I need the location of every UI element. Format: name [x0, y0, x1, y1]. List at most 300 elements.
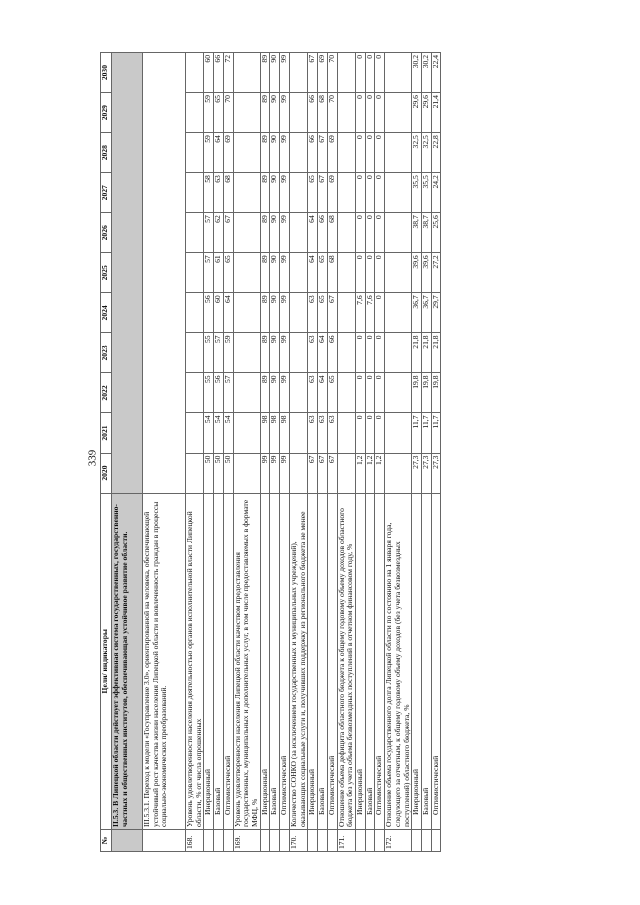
shaded-cell: [112, 53, 143, 494]
value-cell: 90: [270, 253, 280, 293]
value-cell: 90: [270, 173, 280, 213]
value-cell: 56: [214, 373, 224, 413]
value-cell: 22,4: [431, 53, 441, 93]
value-cell: 0: [365, 213, 375, 253]
scenario-label: Оптимистический: [223, 493, 233, 829]
value-cell: 0: [355, 53, 365, 93]
value-cell: 0: [375, 213, 385, 253]
value-cell: 89: [260, 53, 270, 93]
variant-row: [308, 53, 318, 852]
value-cell: 63: [327, 413, 337, 453]
indicator-row: [289, 53, 307, 852]
value-cell: 90: [270, 373, 280, 413]
value-cell: 29,7: [431, 293, 441, 333]
value-cell: [289, 453, 307, 493]
value-cell: 0: [375, 413, 385, 453]
scenario-label: Оптимистический: [280, 493, 290, 829]
value-cell: 99: [280, 133, 290, 173]
value-cell: 63: [308, 413, 318, 453]
header-year: 2026: [101, 213, 112, 253]
value-cell: 63: [214, 173, 224, 213]
value-cell: 29,6: [412, 93, 422, 133]
row-number: [431, 829, 441, 851]
value-cell: [289, 173, 307, 213]
value-cell: 89: [260, 293, 270, 333]
value-cell: 89: [260, 373, 270, 413]
value-cell: 55: [204, 373, 214, 413]
value-cell: 58: [204, 173, 214, 213]
header-year: 2022: [101, 373, 112, 413]
row-number: [421, 829, 431, 851]
variant-row: [260, 53, 270, 852]
row-number: [318, 829, 328, 851]
value-cell: 65: [223, 253, 233, 293]
scenario-label: Базовый: [270, 493, 280, 829]
value-cell: 54: [223, 413, 233, 453]
value-cell: 63: [308, 333, 318, 373]
value-cell: 99: [280, 293, 290, 333]
value-cell: 89: [260, 173, 270, 213]
row-number: [204, 829, 214, 851]
value-cell: 66: [308, 133, 318, 173]
value-cell: [337, 133, 355, 173]
value-cell: [233, 293, 260, 333]
value-cell: 35,5: [412, 173, 422, 213]
value-cell: 68: [327, 253, 337, 293]
value-cell: [186, 253, 204, 293]
value-cell: 67: [327, 453, 337, 493]
value-cell: 57: [204, 213, 214, 253]
value-cell: 0: [355, 133, 365, 173]
value-cell: 0: [365, 53, 375, 93]
value-cell: [289, 373, 307, 413]
value-cell: 65: [318, 253, 328, 293]
value-cell: [186, 93, 204, 133]
value-cell: 70: [327, 93, 337, 133]
value-cell: 66: [214, 53, 224, 93]
value-cell: 99: [280, 53, 290, 93]
row-number: [260, 829, 270, 851]
value-cell: 0: [375, 133, 385, 173]
row-number: 170.: [289, 829, 307, 851]
value-cell: 35,5: [421, 173, 431, 213]
row-number: [355, 829, 365, 851]
value-cell: 65: [308, 173, 318, 213]
value-cell: 7,6: [355, 293, 365, 333]
value-cell: 50: [223, 453, 233, 493]
value-cell: [233, 373, 260, 413]
value-cell: [337, 53, 355, 93]
value-cell: 38,7: [421, 213, 431, 253]
value-cell: [385, 173, 412, 213]
scenario-label: Инерционный: [355, 493, 365, 829]
value-cell: 30,2: [412, 53, 422, 93]
row-number: 169.: [233, 829, 260, 851]
value-cell: [337, 333, 355, 373]
value-cell: 27,3: [421, 453, 431, 493]
value-cell: 25,6: [431, 213, 441, 253]
value-cell: 0: [355, 213, 365, 253]
value-cell: [233, 213, 260, 253]
value-cell: 89: [260, 93, 270, 133]
value-cell: 67: [308, 453, 318, 493]
value-cell: [186, 213, 204, 253]
value-cell: 59: [204, 93, 214, 133]
scenario-label: Базовый: [365, 493, 375, 829]
value-cell: 69: [327, 173, 337, 213]
value-cell: [337, 253, 355, 293]
value-cell: 0: [375, 253, 385, 293]
value-cell: 57: [223, 373, 233, 413]
scenario-label: Оптимистический: [327, 493, 337, 829]
value-cell: 19,8: [412, 373, 422, 413]
value-cell: 7,6: [365, 293, 375, 333]
value-cell: [186, 293, 204, 333]
row-number: 168.: [186, 829, 204, 851]
value-cell: 57: [214, 333, 224, 373]
value-cell: 0: [375, 333, 385, 373]
value-cell: 89: [260, 213, 270, 253]
value-cell: 50: [214, 453, 224, 493]
value-cell: 0: [375, 93, 385, 133]
row-title: Отношение объема государственного долга Липецкой области по состоянию на 1 января года, следующего за отчетным, к общему годовому объему доходов (без учета безвозмездных поступлений) областного бюджета, %: [385, 493, 412, 829]
header-year: 2029: [101, 93, 112, 133]
value-cell: 0: [375, 173, 385, 213]
scenario-label: Оптимистический: [375, 493, 385, 829]
value-cell: [186, 133, 204, 173]
value-cell: 68: [327, 213, 337, 253]
value-cell: 0: [375, 293, 385, 333]
header-year: 2028: [101, 133, 112, 173]
variant-row: [421, 53, 431, 852]
value-cell: [289, 293, 307, 333]
value-cell: 39,6: [421, 253, 431, 293]
row-number: 172.: [385, 829, 412, 851]
value-cell: 90: [270, 293, 280, 333]
value-cell: 98: [280, 413, 290, 453]
value-cell: [289, 253, 307, 293]
value-cell: 99: [280, 253, 290, 293]
value-cell: [385, 93, 412, 133]
value-cell: [186, 53, 204, 93]
value-cell: [233, 253, 260, 293]
value-cell: 89: [260, 133, 270, 173]
value-cell: 67: [327, 293, 337, 333]
shaded-cell: [143, 53, 186, 494]
value-cell: 63: [308, 293, 318, 333]
value-cell: 66: [308, 93, 318, 133]
value-cell: 0: [365, 413, 375, 453]
value-cell: 99: [260, 453, 270, 493]
scenario-label: Инерционный: [204, 493, 214, 829]
scenario-label: Оптимистический: [431, 493, 441, 829]
value-cell: 90: [270, 93, 280, 133]
value-cell: 27,2: [431, 253, 441, 293]
row-number: [280, 829, 290, 851]
value-cell: 0: [355, 373, 365, 413]
row-number: 171.: [337, 829, 355, 851]
value-cell: 99: [270, 453, 280, 493]
header-year: 2024: [101, 293, 112, 333]
indicator-row: [233, 53, 260, 852]
value-cell: 0: [355, 253, 365, 293]
value-cell: 19,8: [421, 373, 431, 413]
value-cell: 66: [318, 213, 328, 253]
value-cell: 99: [280, 453, 290, 493]
value-cell: 21,8: [412, 333, 422, 373]
row-number: [365, 829, 375, 851]
value-cell: 64: [318, 373, 328, 413]
value-cell: 99: [280, 373, 290, 413]
value-cell: 98: [260, 413, 270, 453]
value-cell: [385, 253, 412, 293]
value-cell: 99: [280, 213, 290, 253]
value-cell: [385, 213, 412, 253]
value-cell: 38,7: [412, 213, 422, 253]
value-cell: [233, 53, 260, 93]
scenario-label: Инерционный: [260, 493, 270, 829]
value-cell: [289, 93, 307, 133]
scenario-label: Инерционный: [308, 493, 318, 829]
value-cell: [289, 53, 307, 93]
row-number: [270, 829, 280, 851]
value-cell: 0: [355, 413, 365, 453]
value-cell: [233, 173, 260, 213]
row-number: [412, 829, 422, 851]
value-cell: 0: [375, 373, 385, 413]
value-cell: 98: [270, 413, 280, 453]
rotated-table-container: [100, 52, 525, 852]
value-cell: [289, 213, 307, 253]
value-cell: 63: [318, 413, 328, 453]
table-body: [112, 53, 441, 852]
variant-row: [204, 53, 214, 852]
variant-row: [280, 53, 290, 852]
value-cell: 0: [365, 373, 375, 413]
value-cell: 0: [365, 133, 375, 173]
value-cell: 64: [223, 293, 233, 333]
value-cell: 67: [318, 453, 328, 493]
value-cell: 1,2: [375, 453, 385, 493]
indicator-row: [337, 53, 355, 852]
value-cell: 69: [223, 133, 233, 173]
value-cell: 30,2: [421, 53, 431, 93]
value-cell: 0: [355, 173, 365, 213]
value-cell: 50: [204, 453, 214, 493]
value-cell: 90: [270, 133, 280, 173]
value-cell: 1,2: [365, 453, 375, 493]
table-header-row: [101, 53, 112, 852]
value-cell: 21,8: [421, 333, 431, 373]
header-year: 2027: [101, 173, 112, 213]
value-cell: [385, 413, 412, 453]
value-cell: 68: [223, 173, 233, 213]
value-cell: 67: [318, 173, 328, 213]
value-cell: 59: [223, 333, 233, 373]
value-cell: [385, 53, 412, 93]
value-cell: 72: [223, 53, 233, 93]
value-cell: [385, 293, 412, 333]
value-cell: 0: [355, 333, 365, 373]
value-cell: 99: [280, 173, 290, 213]
value-cell: 70: [223, 93, 233, 133]
indicator-row: [186, 53, 204, 852]
header-goals-indicators: Цели/ индикаторы: [101, 493, 112, 829]
header-year: 2020: [101, 453, 112, 493]
value-cell: [337, 413, 355, 453]
value-cell: [233, 413, 260, 453]
value-cell: 32,5: [412, 133, 422, 173]
row-title: Отношение объема дефицита областного бюджета к общему годовому объему доходов областного бюджета без учета объема безвозмездных поступлений в отчетном финансовом году, %: [337, 493, 355, 829]
value-cell: 55: [204, 333, 214, 373]
value-cell: [289, 333, 307, 373]
scenario-label: Базовый: [421, 493, 431, 829]
value-cell: [337, 293, 355, 333]
value-cell: 0: [365, 333, 375, 373]
row-number: [327, 829, 337, 851]
value-cell: [233, 133, 260, 173]
value-cell: 67: [308, 53, 318, 93]
subsection-row: [143, 53, 186, 852]
row-title: Уровень удовлетворенности населения Липецкой области качеством предоставления государственных, муниципальных и дополнительных услуг, в том числе предоставляемых в формате МФЦ, %: [233, 493, 260, 829]
indicator-row: [385, 53, 412, 852]
variant-row: [365, 53, 375, 852]
row-number: [308, 829, 318, 851]
row-number: [214, 829, 224, 851]
variant-row: [223, 53, 233, 852]
value-cell: [186, 333, 204, 373]
value-cell: 99: [280, 333, 290, 373]
value-cell: [337, 93, 355, 133]
header-year: 2023: [101, 333, 112, 373]
value-cell: 65: [214, 93, 224, 133]
value-cell: 65: [327, 373, 337, 413]
value-cell: 99: [280, 93, 290, 133]
value-cell: 64: [308, 213, 318, 253]
value-cell: 0: [355, 93, 365, 133]
value-cell: 24,2: [431, 173, 441, 213]
value-cell: [233, 333, 260, 373]
variant-row: [431, 53, 441, 852]
indicators-table: [100, 52, 441, 852]
value-cell: [186, 413, 204, 453]
row-title: Уровень удовлетворенности населения деятельностью органов исполнительной власти Липецкой области, % от числа опрошенных: [186, 493, 204, 829]
value-cell: 27,3: [431, 453, 441, 493]
value-cell: 90: [270, 333, 280, 373]
value-cell: [337, 213, 355, 253]
row-title: Количество СОНКО (за исключением государственных и муниципальных учреждений), оказывающих социальные услуги и, получивших поддержку из регионального бюджета не менее: [289, 493, 307, 829]
header-year: 2030: [101, 53, 112, 93]
value-cell: 32,5: [421, 133, 431, 173]
value-cell: 0: [365, 93, 375, 133]
value-cell: 64: [214, 133, 224, 173]
value-cell: 11,7: [431, 413, 441, 453]
value-cell: 56: [204, 293, 214, 333]
value-cell: [385, 373, 412, 413]
header-year: 2021: [101, 413, 112, 453]
value-cell: [337, 173, 355, 213]
value-cell: 36,7: [421, 293, 431, 333]
scenario-label: Инерционный: [412, 493, 422, 829]
variant-row: [355, 53, 365, 852]
row-number: [112, 829, 143, 851]
value-cell: [233, 453, 260, 493]
value-cell: 21,8: [431, 333, 441, 373]
value-cell: 54: [204, 413, 214, 453]
section-row: [112, 53, 143, 852]
value-cell: [186, 373, 204, 413]
scenario-label: Базовый: [214, 493, 224, 829]
variant-row: [270, 53, 280, 852]
value-cell: 0: [365, 173, 375, 213]
value-cell: 0: [375, 53, 385, 93]
value-cell: 59: [204, 133, 214, 173]
value-cell: 36,7: [412, 293, 422, 333]
value-cell: [385, 333, 412, 373]
variant-row: [318, 53, 328, 852]
row-number: [143, 829, 186, 851]
value-cell: 67: [223, 213, 233, 253]
value-cell: 19,8: [431, 373, 441, 413]
value-cell: 67: [318, 133, 328, 173]
value-cell: [385, 453, 412, 493]
value-cell: 39,6: [412, 253, 422, 293]
row-title: II.5.3. В Липецкой области действует эффективная система государственных, государственно-частных и общественных институтов, обеспечивающая устойчивое развитие области.: [112, 493, 143, 829]
value-cell: 21,4: [431, 93, 441, 133]
value-cell: 11,7: [421, 413, 431, 453]
value-cell: [186, 173, 204, 213]
value-cell: 60: [204, 53, 214, 93]
value-cell: [289, 133, 307, 173]
value-cell: 68: [318, 93, 328, 133]
value-cell: 70: [327, 53, 337, 93]
value-cell: 57: [204, 253, 214, 293]
value-cell: 0: [365, 253, 375, 293]
value-cell: 69: [318, 53, 328, 93]
value-cell: 64: [308, 253, 318, 293]
value-cell: [233, 93, 260, 133]
value-cell: 62: [214, 213, 224, 253]
header-year: 2025: [101, 253, 112, 293]
page-number: 339: [86, 449, 99, 467]
value-cell: 66: [327, 333, 337, 373]
value-cell: 64: [318, 333, 328, 373]
value-cell: 65: [318, 293, 328, 333]
value-cell: 1,2: [355, 453, 365, 493]
value-cell: 27,3: [412, 453, 422, 493]
variant-row: [412, 53, 422, 852]
variant-row: [327, 53, 337, 852]
value-cell: 11,7: [412, 413, 422, 453]
value-cell: [337, 453, 355, 493]
row-title: III.5.3.1. Переход к модели «Госуправление 3.0», ориентированной на человека, обеспечивающей устойчивый рост качества жизни населения Липецкой области и вовлеченность граждан в процессы социально-экономических преобразований.: [143, 493, 186, 829]
value-cell: 60: [214, 293, 224, 333]
value-cell: 61: [214, 253, 224, 293]
value-cell: 69: [327, 133, 337, 173]
row-number: [223, 829, 233, 851]
value-cell: 29,6: [421, 93, 431, 133]
header-number: №: [101, 829, 112, 851]
value-cell: 63: [308, 373, 318, 413]
value-cell: [289, 413, 307, 453]
value-cell: 90: [270, 53, 280, 93]
value-cell: 90: [270, 213, 280, 253]
value-cell: 22,8: [431, 133, 441, 173]
value-cell: 89: [260, 333, 270, 373]
scenario-label: Базовый: [318, 493, 328, 829]
value-cell: [337, 373, 355, 413]
value-cell: [186, 453, 204, 493]
